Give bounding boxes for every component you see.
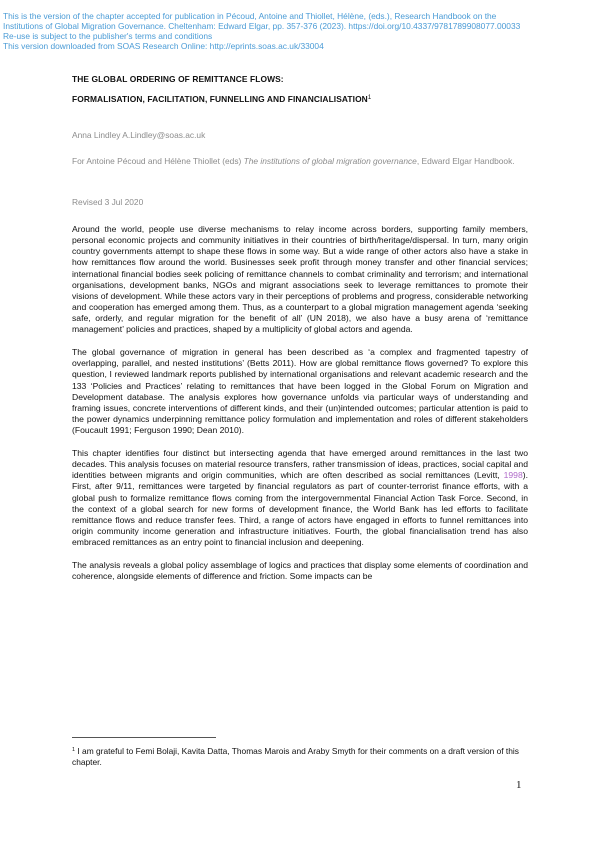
- paragraph-3-part-a: This chapter identifies four distinct but intersecting agenda that have emerged around remittances in the last two decades. This analysis focuses on material resource transfers, rather transmission of ideas, practices, social capital and identities between migrants and origin communities, which are often described as social remittances (Levitt,: [72, 448, 528, 481]
- for-line-prefix: For Antoine Pécoud and Hélène Thiollet (eds): [72, 156, 244, 166]
- title-line-1: THE GLOBAL ORDERING OF REMITTANCE FLOWS:: [72, 74, 284, 84]
- paragraph-1: Around the world, people use diverse mechanisms to relay income across borders, supporting family members, personal economic projects and community initiatives in their countries of birth/heritage/dispersal. In turn, many origin country governments attempt to shape these flows in some way. But a wide range of other actors also have a stake in how remittances flow around the world. Businesses seek profit through money transfer and other financial services; international financial bodies seek policing of remittance channels to combat criminality and terrorism; and international organisations, development banks, NGOs and migrant associations seek to leverage remittances to promote their visions of development. While these actors vary in their perceptions of problems and progress, considerable networking and cooperation has emerged among them. Thus, as a counterpart to a global migration management agenda ‘seeking safe, orderly, and regular migration for the benefit of all’ (UN 2018), we also have a busy arena of ‘remittance management’ policies and practices, shaped by a multiplicity of global actors and agenda.: [72, 224, 528, 335]
- paragraph-2: The global governance of migration in general has been described as ‘a complex and fragmented tapestry of overlapping, parallel, and nested institutions’ (Betts 2011). How are global remittance flows governed? To explore this question, I reviewed landmark reports published by international organisations and relevant academic research and the 133 ‘Policies and Practices’ relating to remittances that have been logged in the Global Forum on Migration and Development database. The analysis explores how governance unfolds via particular ways of understanding and framing issues, concrete interventions of different kinds, and their (un)intended outcomes; particular attention is paid to the power dynamics underpinning remittance policy formulation and implementation and roles of different stakeholders (Foucault 1991; Ferguson 1990; Dean 2010).: [72, 347, 528, 436]
- author-line: Anna Lindley A.Lindley@soas.ac.uk: [72, 130, 206, 140]
- footnote-divider: [72, 737, 216, 738]
- title-footnote-marker: 1: [367, 94, 372, 101]
- paragraph-4: The analysis reveals a global policy assemblage of logics and practices that display some elements of coordination and coherence, alongside elements of difference and friction. Some impacts can be: [72, 560, 528, 582]
- publication-notice-line: Re-use is subject to the publisher's terms and conditions: [3, 31, 213, 42]
- paragraph-3-part-b: ). First, after 9/11, remittances were targeted by financial regulators as part of counter-terrorist finance efforts, with a global push to formalize remittance flows coming from the intergovernmental Financial Action Task Force. Second, in the context of a global search for new forms of development finance, the World Bank has led efforts to facilitate remittance flows and reduce transfer fees. Third, a range of actors have engaged in efforts to funnel remittances into origin community income generation and infrastructure initiatives. Fourth, the global financialisation trend has also embraced remittances as an entry point to financial inclusion and deepening.: [72, 470, 528, 548]
- title-line-2: [72, 94, 528, 104]
- publication-notice-line: This version downloaded from SOAS Research Online: http://eprints.soas.ac.uk/33004: [3, 41, 324, 52]
- chapter-title: [72, 74, 528, 113]
- page-number: 1: [516, 779, 522, 791]
- footnote: [72, 745, 528, 768]
- for-line-suffix: , Edward Elgar Handbook.: [416, 156, 515, 166]
- publication-notice-line: This is the version of the chapter accepted for publication in Pécoud, Antoine and Thiollet, Hélène, (eds.), Research Handbook on the: [3, 11, 497, 21]
- paragraph-3: [72, 448, 528, 548]
- book-title: The institutions of global migration governance: [243, 156, 417, 166]
- body-text: [72, 224, 528, 594]
- footnote-marker: 1: [72, 747, 76, 753]
- footnote-text: I am grateful to Femi Bolaji, Kavita Datta, Thomas Marois and Araby Smyth for their comments on a draft version of this chapter.: [72, 746, 519, 767]
- for-line: [72, 156, 528, 167]
- title-line-2-text: FORMALISATION, FACILITATION, FUNNELLING AND FINANCIALISATION: [72, 93, 368, 104]
- citation-link-levitt-1998[interactable]: 1998: [503, 470, 523, 481]
- publication-notice: [3, 11, 588, 51]
- publication-notice-line: Institutions of Global Migration Governance. Cheltenham: Edward Elgar, pp. 357-376 (2023). https://doi.org/10.4337/9781789908077.00033: [3, 21, 521, 32]
- revised-date: Revised 3 Jul 2020: [72, 197, 144, 207]
